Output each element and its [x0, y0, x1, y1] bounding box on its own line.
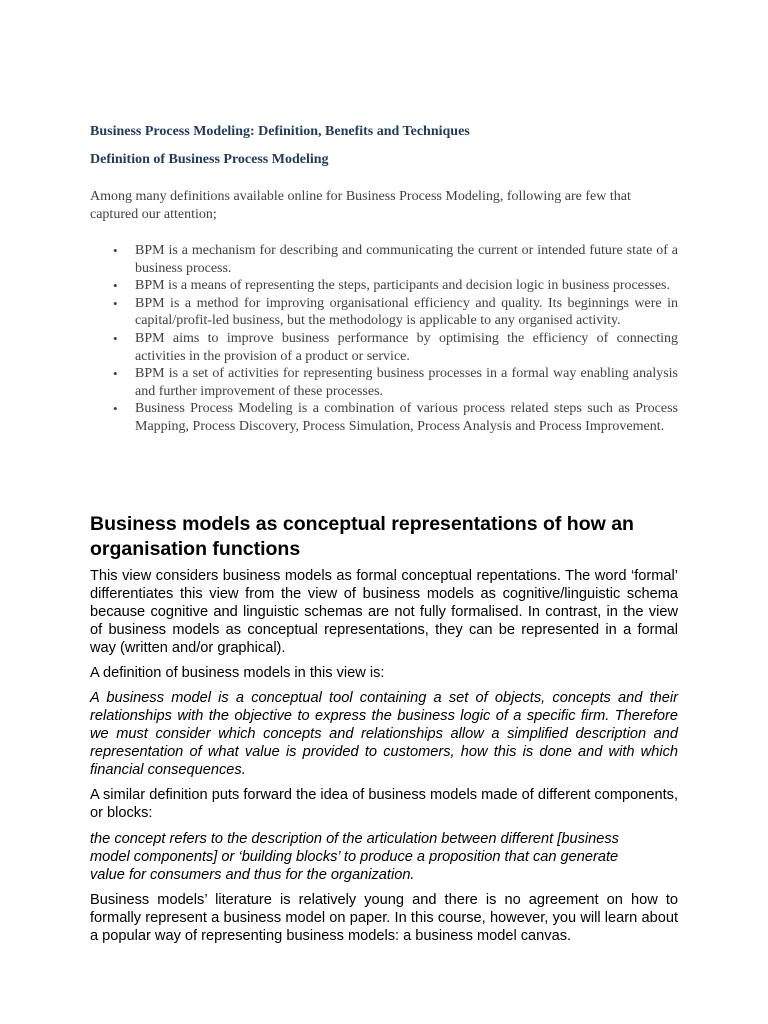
list-item: • Business Process Modeling is a combination of various process related steps such as Process Mapping, Process Discovery, Process Simulation, Process Analysis and Process Improvement. [113, 401, 678, 434]
intro-paragraph: Among many definitions available online for Business Process Modeling, following are few that captured our attention; [90, 189, 631, 222]
body-paragraph: This view considers business models as formal conceptual repentations. The word ‘formal’ differentiates this view from the view of business models as cognitive/linguistic schema because cognitive and linguistic schemas are not fully formalised. In contrast, in the view of business models as conceptual representations, they can be represented in a formal way (written and/or graphical). [90, 568, 678, 656]
bullet-icon: • [113, 295, 118, 311]
bullet-icon: • [113, 330, 118, 346]
list-item: • BPM is a set of activities for representing business processes in a formal way enabling analysis and further improvement of these processes. [113, 366, 678, 399]
list-item: • BPM is a means of representing the steps, participants and decision logic in business processes. [113, 278, 671, 294]
document-title: Business Process Modeling: Definition, Benefits and Techniques [90, 124, 470, 139]
definition-quote: A business model is a conceptual tool containing a set of objects, concepts and their relationships with the objective to express the business logic of a specific firm. Therefore we must consider which concepts and relationships allow a simplified description and representation of what value is provided to customers, how this is done and with which financial consequences. [90, 690, 678, 778]
list-item: • BPM is a method for improving organisational efficiency and quality. Its beginnings were in capital/profit-led business, but the methodology is applicable to any organised activity. [113, 295, 678, 329]
list-item: • BPM is a mechanism for describing and communicating the current or intended future state of a business process. [113, 243, 678, 276]
list-item: • BPM aims to improve business performance by optimising the efficiency of connecting activities in the provision of a product or service. [113, 330, 678, 364]
body-paragraph: A similar definition puts forward the idea of business models made of different components, or blocks: [90, 787, 678, 821]
bullet-icon: • [113, 243, 118, 258]
bpm-definition-list [90, 242, 678, 436]
definition-quote: the concept refers to the description of the articulation between different [business model components] or ‘building blocks’ to produce a proposition that can generate value for consumers and thus for the organization. [90, 831, 619, 883]
bullet-icon: • [113, 366, 118, 382]
section-heading: Business models as conceptual representations of how an organisation functions [90, 513, 634, 560]
document-subtitle: Definition of Business Process Modeling [90, 152, 329, 167]
bullet-icon: • [113, 278, 118, 294]
body-paragraph: A definition of business models in this view is: [90, 665, 385, 681]
body-paragraph: Business models’ literature is relatively young and there is no agreement on how to formally represent a business model on paper. In this course, however, you will learn about a popular way of representing business models: a business model canvas. [90, 892, 678, 944]
bullet-icon: • [113, 401, 118, 417]
